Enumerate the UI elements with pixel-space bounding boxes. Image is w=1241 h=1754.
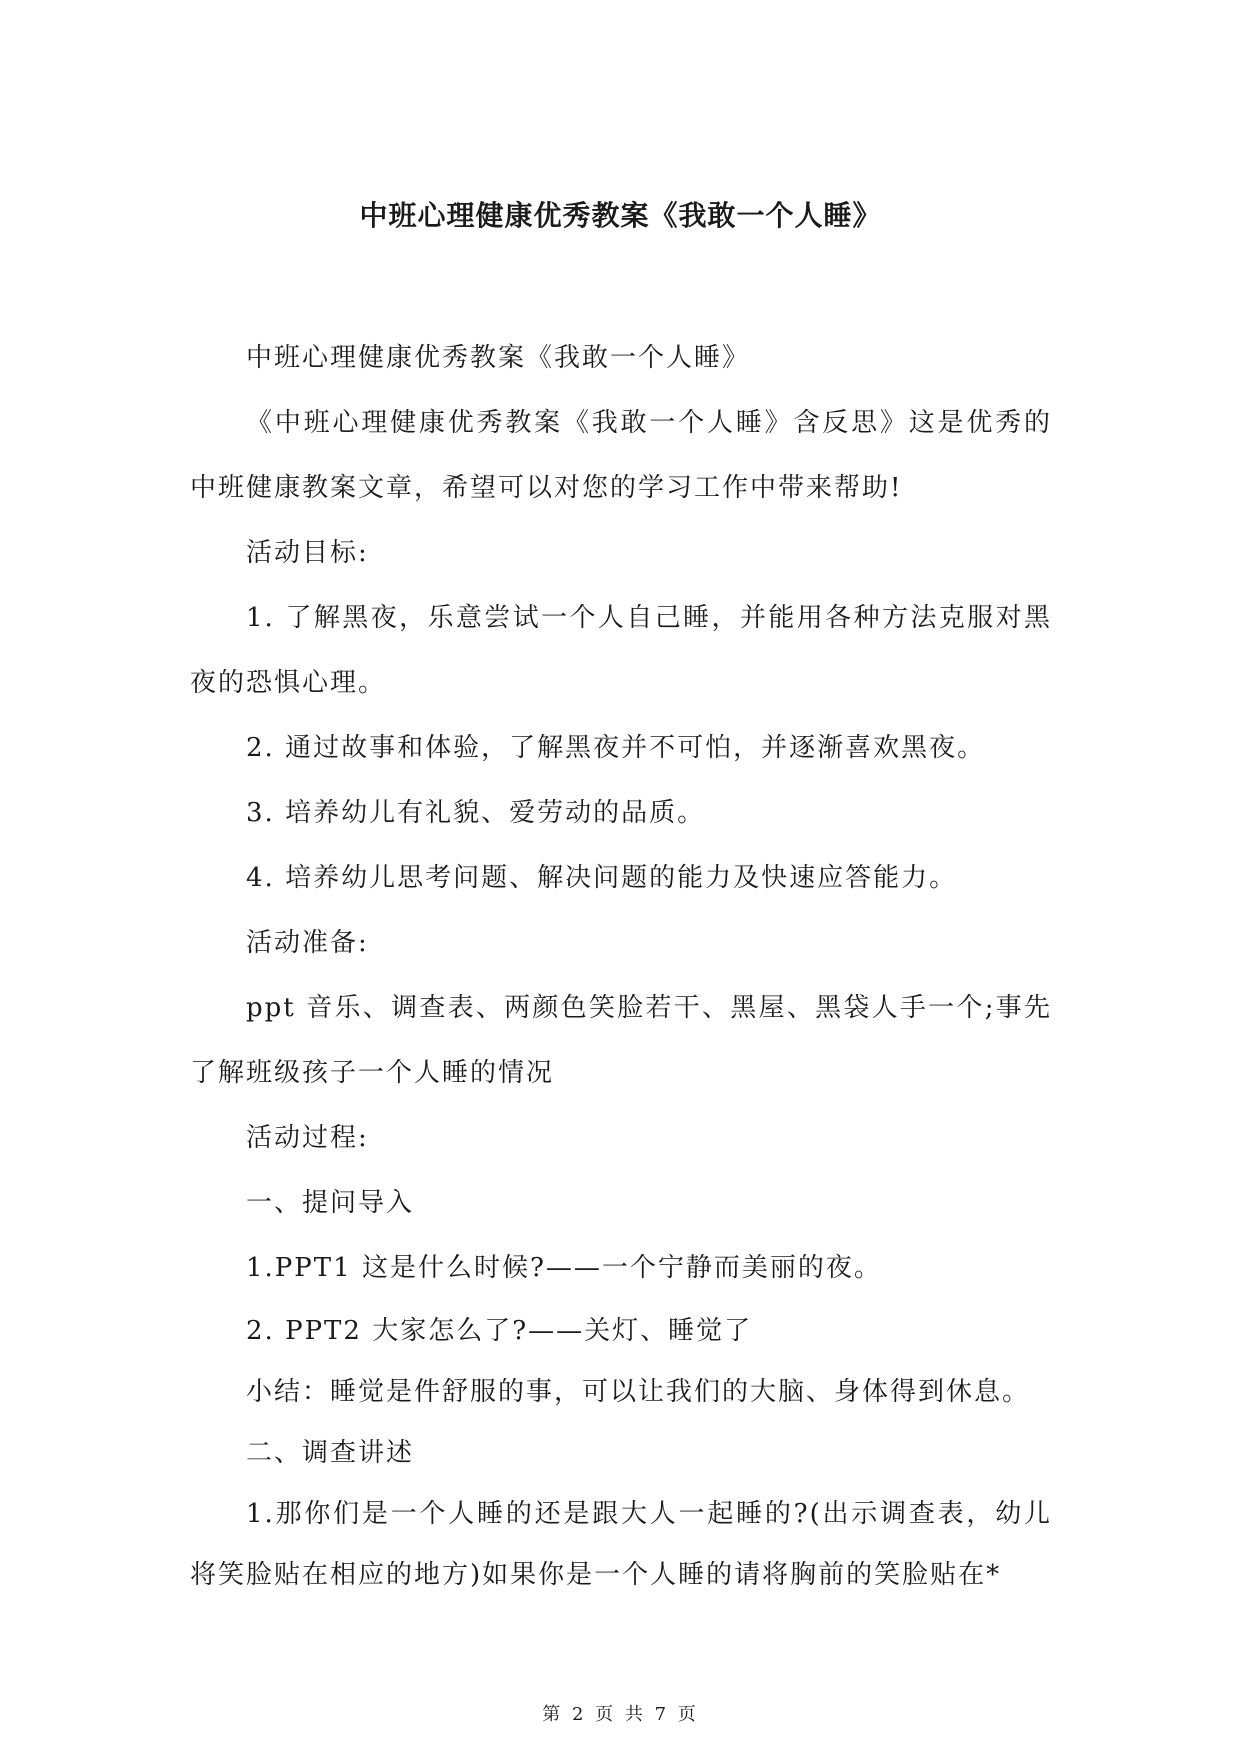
summary-text: 小结：睡觉是件舒服的事，可以让我们的大脑、身体得到休息。 — [246, 1377, 1031, 1407]
goal-item-3: 3. 培养幼儿有礼貌、爱劳动的品质。 — [246, 798, 706, 828]
page-number: 第 2 页 共 7 页 — [542, 1704, 699, 1725]
paragraph-subtitle: 中班心理健康优秀教案《我敢一个人睡》 — [246, 343, 751, 373]
document-title: 中班心理健康优秀教案《我敢一个人睡》 — [359, 199, 882, 232]
process-item-2: 2. PPT2 大家怎么了?——关灯、睡觉了 — [246, 1316, 753, 1346]
document-body — [190, 326, 1052, 1606]
heading-activity-preparation: 活动准备: — [246, 928, 369, 958]
goal-item-2: 2. 通过故事和体验，了解黑夜并不可怕，并逐渐喜欢黑夜。 — [246, 733, 986, 763]
paragraph-intro: 《中班心理健康优秀教案《我敢一个人睡》含反思》这是优秀的中班健康教案文章，希望可以对您的学习工作中带来帮助! — [190, 408, 1052, 503]
process-item-1: 1.PPT1 这是什么时候?——一个宁静而美丽的夜。 — [246, 1253, 882, 1283]
preparation-text: ppt 音乐、调查表、两颜色笑脸若干、黑屋、黑袋人手一个;事先了解班级孩子一个人睡的情况 — [190, 993, 1052, 1088]
goal-item-4: 4. 培养幼儿思考问题、解决问题的能力及快速应答能力。 — [246, 863, 958, 893]
section-heading-1: 一、提问导入 — [246, 1188, 415, 1218]
heading-activity-goals: 活动目标: — [246, 538, 369, 568]
goal-item-1: 1. 了解黑夜，乐意尝试一个人自己睡，并能用各种方法克服对黑夜的恐惧心理。 — [190, 603, 1052, 698]
page-footer — [0, 1702, 1241, 1728]
section-heading-2: 二、调查讲述 — [246, 1438, 415, 1468]
heading-activity-process: 活动过程: — [246, 1123, 369, 1153]
survey-item-1: 1.那你们是一个人睡的还是跟大人一起睡的?(出示调查表，幼儿将笑脸贴在相应的地方)如果你是一个人睡的请将胸前的笑脸贴在* — [190, 1499, 1052, 1590]
